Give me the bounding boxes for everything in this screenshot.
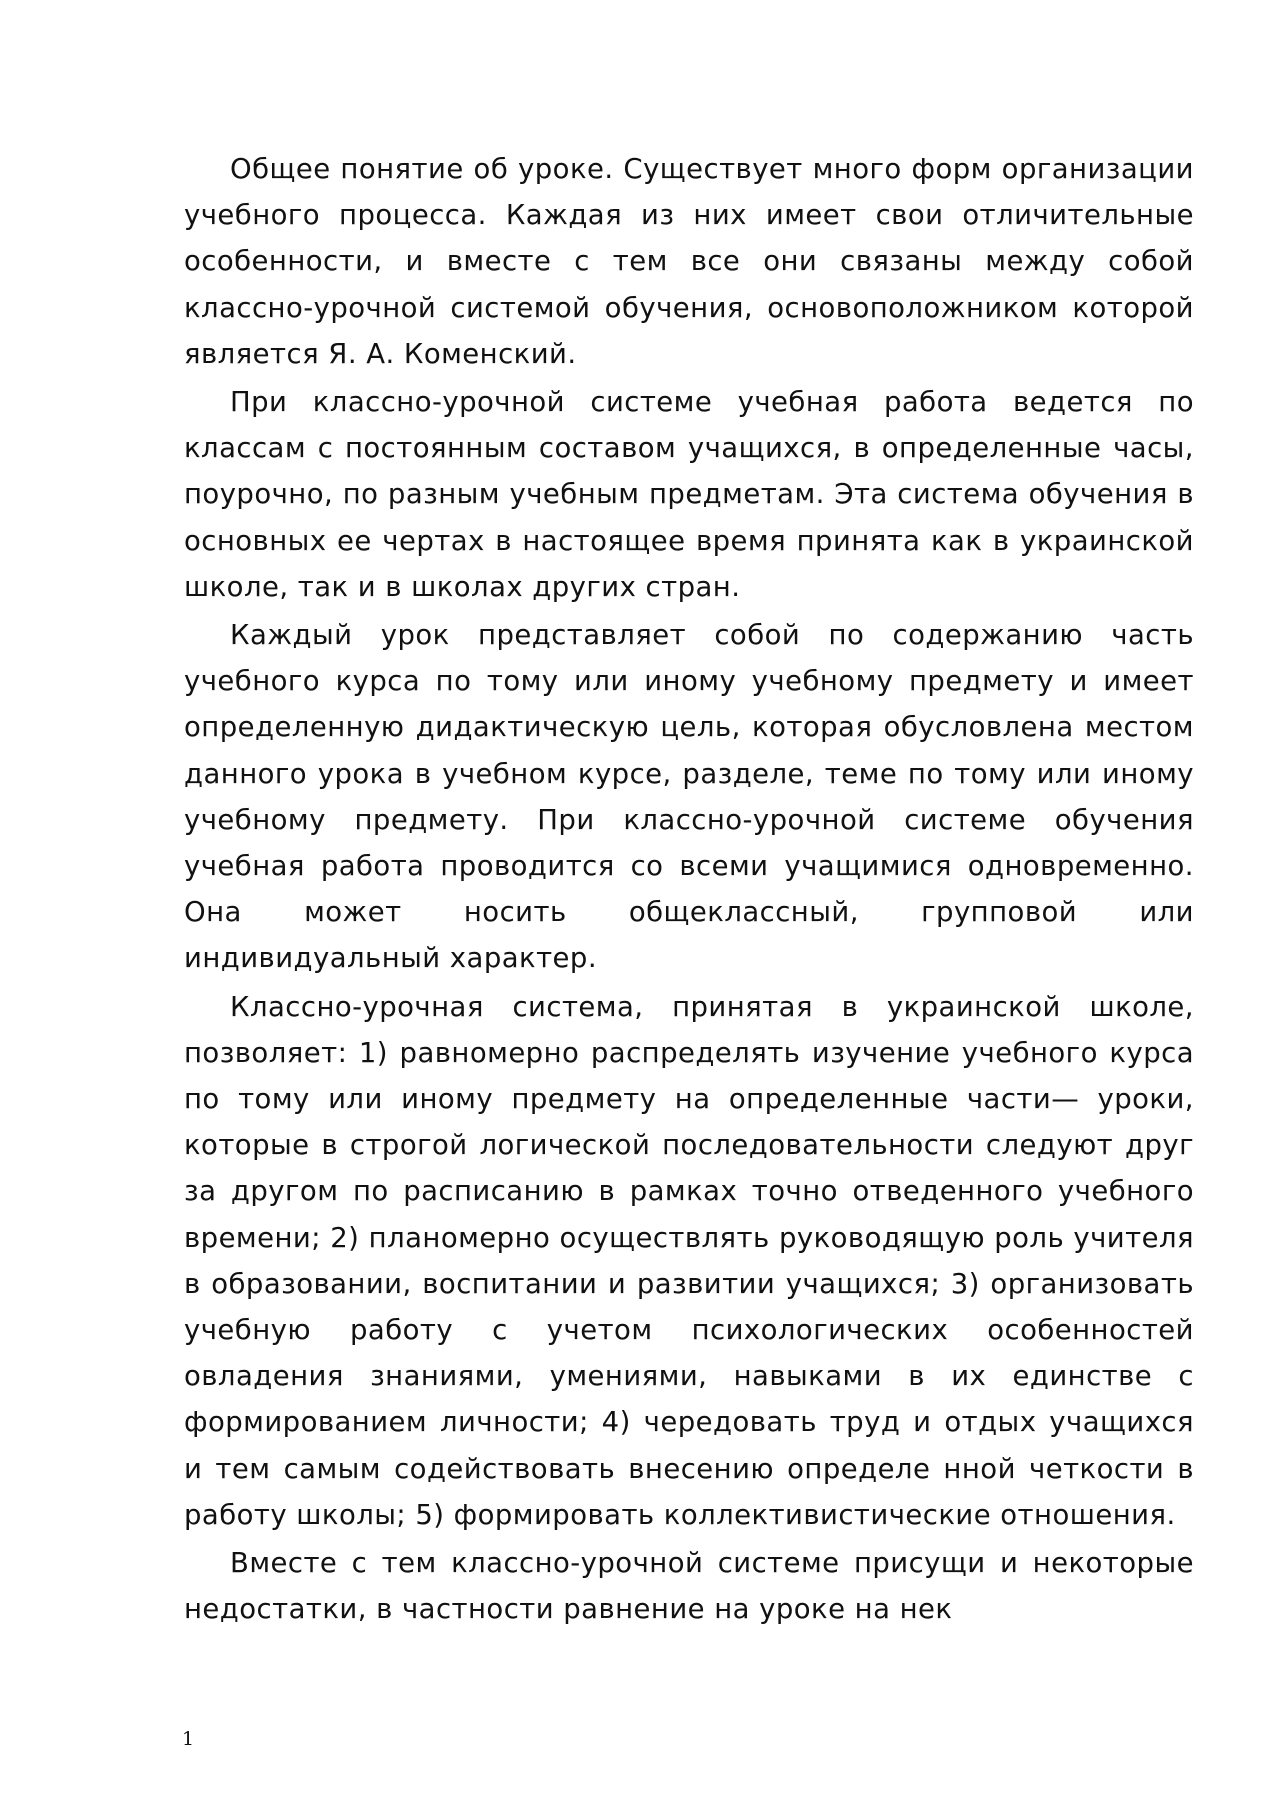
document-body (184, 146, 1194, 1635)
paragraph-class-lesson-system: При классно-урочной системе учебная работа ведется по классам с постоянным составом учащихся, в определенные часы, поурочно, по разным учебным предметам. Эта система обучения в основных ее чертах в настоящее время принята как в украинской школе, так и в школах других стран. (184, 386, 1194, 603)
paragraph-system-advantages: Классно-урочная система, принятая в украинской школе, позволяет: 1) равномерно распределять изучение учебного курса по тому или иному предмету на определенные части— уроки, которые в строгой логической последовательности следуют друг за другом по расписанию в рамках точно отведенного учебного времени; 2) планомерно осуществлять руководящую роль учителя в образовании, воспитании и развитии учащихся; 3) организовать учебную работу с учетом психологических особенностей овладения знаниями, умениями, навыками в их единстве с формированием личности; 4) чередовать труд и отдых учащихся и тем самым содействовать внесению определе нной четкости в работу школы; 5) формировать коллективистические отношения. (184, 990, 1194, 1531)
paragraph-system-drawbacks: Вместе с тем классно-урочной системе присущи и некоторые недостатки, в частности равнение на уроке на нек (184, 1547, 1194, 1626)
page-number: 1 (182, 1728, 195, 1750)
paragraph-each-lesson: Каждый урок представляет собой по содержанию часть учебного курса по тому или иному учебному предмету и имеет определенную дидактическую цель, которая обусловлена местом данного урока в учебном курсе, разделе, теме по тому или иному учебному предмету. При классно-урочной системе обучения учебная работа проводится со всеми учащимися одновременно. Она может носить общеклассный, групповой или индивидуальный характер. (184, 619, 1194, 975)
paragraph-lesson-concept: Общее понятие об уроке. Существует много форм организации учебного процесса. Каждая из них имеет свои отличительные особенности, и вместе с тем все они связаны между собой классно-урочной системой обучения, основоположником которой является Я. А. Коменский. (184, 153, 1194, 370)
